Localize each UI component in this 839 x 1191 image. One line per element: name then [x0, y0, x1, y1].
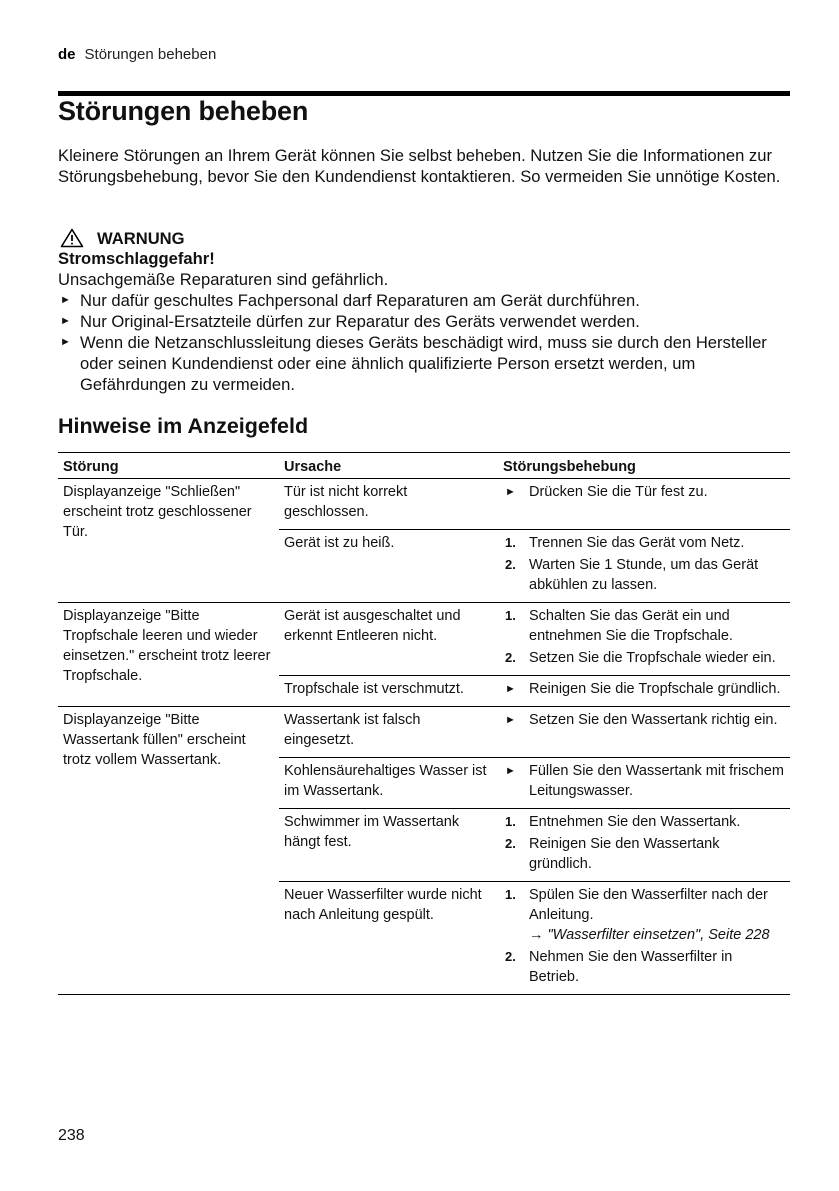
behebung-cell	[498, 530, 790, 603]
bullet-marker-icon: ►	[505, 714, 516, 726]
action-text: Trennen Sie das Gerät vom Netz.	[529, 535, 745, 551]
ursache-cell: Tropfschale ist verschmutzt.	[279, 676, 498, 707]
column-header: Ursache	[279, 453, 498, 479]
ursache-cell: Gerät ist ausgeschaltet und erkennt Entleeren nicht.	[279, 603, 498, 676]
ursache-cell: Gerät ist zu heiß.	[279, 530, 498, 603]
step-number: 2.	[505, 557, 516, 572]
action-step	[503, 648, 784, 668]
warning-bullet-item	[58, 290, 790, 311]
step-number: 2.	[505, 949, 516, 964]
action-step	[503, 555, 784, 595]
ursache-cell: Schwimmer im Wassertank hängt fest.	[279, 809, 498, 882]
section-title: Hinweise im Anzeigefeld	[58, 414, 309, 438]
warning-bullet-item	[58, 332, 790, 395]
bullet-marker-icon: ►	[505, 683, 516, 695]
action-text: Setzen Sie den Wassertank richtig ein.	[529, 712, 778, 728]
behebung-cell	[498, 603, 790, 676]
warning-text: Unsachgemäße Reparaturen sind gefährlich.	[58, 270, 389, 289]
troubleshooting-table	[58, 452, 790, 995]
stoerung-cell: Displayanzeige "Bitte Tropfschale leeren und wieder einsetzen." erscheint trotz leerer Tropfschale.	[58, 603, 279, 707]
behebung-cell	[498, 882, 790, 995]
action-step	[503, 482, 784, 502]
page-header	[58, 46, 216, 63]
step-number: 2.	[505, 836, 516, 851]
warning-triangle-icon	[60, 228, 84, 248]
action-step	[503, 679, 784, 699]
stoerung-cell: Displayanzeige "Schließen" erscheint trotz geschlossener Tür.	[63, 484, 252, 540]
warning-subtitle: Stromschlaggefahr!	[58, 249, 215, 268]
step-number: 1.	[505, 814, 516, 829]
table-header-row	[58, 453, 790, 479]
table-row	[58, 603, 790, 676]
warning-label: WARNUNG	[97, 228, 185, 248]
behebung-cell	[498, 479, 790, 530]
column-header: Störungsbehebung	[498, 453, 790, 479]
step-number: 1.	[505, 887, 516, 902]
bullet-marker-icon: ►	[60, 294, 71, 306]
bullet-marker-icon: ►	[60, 336, 71, 348]
action-text: Füllen Sie den Wassertank mit frischem Leitungswasser.	[529, 763, 784, 799]
action-text: Drücken Sie die Tür fest zu.	[529, 484, 708, 500]
page-title: Störungen beheben	[58, 96, 309, 126]
action-step	[503, 834, 784, 874]
behebung-cell	[498, 707, 790, 758]
language-code: de	[58, 46, 76, 63]
ursache-cell: Tür ist nicht korrekt geschlossen.	[284, 484, 408, 520]
ursache-cell: Kohlensäurehaltiges Wasser ist im Wassertank.	[279, 758, 498, 809]
warning-bullet-text: Wenn die Netzanschlussleitung dieses Geräts beschädigt wird, muss sie durch den Hersteller oder seinen Kundendienst oder eine ähnlich qualifizierte Person ersetzt werden, um Gefährdungen zu vermeiden.	[80, 333, 767, 394]
warning-bullet-text: Nur dafür geschultes Fachpersonal darf Reparaturen am Gerät durchführen.	[80, 291, 640, 310]
action-text: Spülen Sie den Wasserfilter nach der Anleitung.	[529, 887, 768, 923]
bullet-marker-icon: ►	[505, 486, 516, 498]
action-step	[503, 812, 784, 832]
stoerung-cell: Displayanzeige "Bitte Wassertank füllen" erscheint trotz vollem Wassertank.	[58, 707, 279, 995]
behebung-cell	[498, 809, 790, 882]
action-step	[503, 947, 784, 987]
action-text: Nehmen Sie den Wasserfilter in Betrieb.	[529, 949, 733, 985]
warning-block	[58, 228, 790, 395]
column-header: Störung	[58, 453, 279, 479]
behebung-cell	[498, 676, 790, 707]
action-step	[503, 761, 784, 801]
bullet-marker-icon: ►	[505, 765, 516, 777]
cross-reference-link[interactable]: → "Wasserfilter einsetzen", Seite 228	[529, 927, 770, 943]
table-row	[58, 479, 790, 530]
warning-list	[58, 290, 790, 395]
action-text: Reinigen Sie den Wassertank gründlich.	[529, 836, 720, 872]
action-text: Reinigen Sie die Tropfschale gründlich.	[529, 681, 781, 697]
action-text: Warten Sie 1 Stunde, um das Gerät abkühlen zu lassen.	[529, 557, 759, 593]
ursache-cell: Wassertank ist falsch eingesetzt.	[279, 707, 498, 758]
action-text: Setzen Sie die Tropfschale wieder ein.	[529, 650, 776, 666]
warning-heading	[58, 228, 790, 248]
action-text: Entnehmen Sie den Wassertank.	[529, 814, 741, 830]
action-step	[503, 606, 784, 646]
step-number: 1.	[505, 535, 516, 550]
bullet-marker-icon: ►	[60, 315, 71, 327]
action-step	[503, 710, 784, 730]
page-number: 238	[58, 1127, 85, 1144]
intro-paragraph: Kleinere Störungen an Ihrem Gerät können Sie selbst beheben. Nutzen Sie die Informationen zur Störungsbehebung, bevor Sie den Kundendienst kontaktieren. So vermeiden Sie unnötige Kosten.	[58, 146, 781, 186]
ursache-cell: Neuer Wasserfilter wurde nicht nach Anleitung gespült.	[279, 882, 498, 995]
table-row	[58, 707, 790, 758]
action-step	[503, 885, 784, 945]
warning-bullet-text: Nur Original-Ersatzteile dürfen zur Reparatur des Geräts verwendet werden.	[80, 312, 640, 331]
action-text: Schalten Sie das Gerät ein und entnehmen Sie die Tropfschale.	[529, 608, 733, 644]
behebung-cell	[498, 758, 790, 809]
action-step	[503, 533, 784, 553]
header-section-title: Störungen beheben	[84, 46, 217, 63]
step-number: 1.	[505, 608, 516, 623]
step-number: 2.	[505, 650, 516, 665]
warning-bullet-item	[58, 311, 790, 332]
